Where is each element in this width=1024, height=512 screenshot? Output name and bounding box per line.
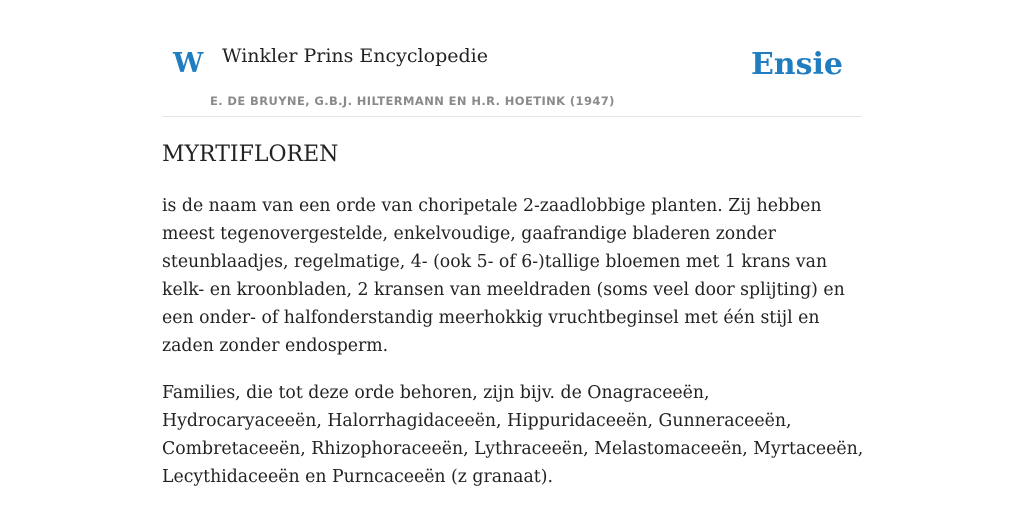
entry-paragraph: is de naam van een orde van choripetale 2-zaadlobbige planten. Zij hebben meest tegenovergestelde, enkelvoudige, gaafrandige bladeren zonder steunblaadjes, regelmatige, 4- (ook 5- of 6-)tallige bloemen met 1 krans van kelk- en kroonbladen, 2 kransen van meeldraden (soms veel door splijting) en een onder- of halfonderstandig meerhokkig vruchtbeginsel met één stijl en zaden zonder endosperm.: [162, 196, 845, 356]
entry-title: MYRTIFLOREN: [162, 142, 339, 167]
source-logo[interactable]: W: [173, 48, 204, 79]
ensie-logo[interactable]: Ensie: [750, 47, 843, 82]
entry-paragraph: Families, die tot deze orde behoren, zijn bijv. de Onagraceeën, Hydrocaryaceeën, Halorrhagidaceeën, Hippuridaceeën, Gunneraceeën, Combretaceeën, Rhizophoraceeën, Lythraceeën, Melastomaceeën, Myrtaceeën, Lecythidaceeën en Purncaceeën (z granaat).: [162, 383, 864, 487]
source-header: [162, 0, 862, 117]
source-title[interactable]: Winkler Prins Encyclopedie: [222, 45, 488, 67]
article-container: [162, 0, 864, 487]
source-authors: E. DE BRUYNE, G.B.J. HILTERMANN EN H.R. HOETINK (1947): [210, 94, 615, 108]
